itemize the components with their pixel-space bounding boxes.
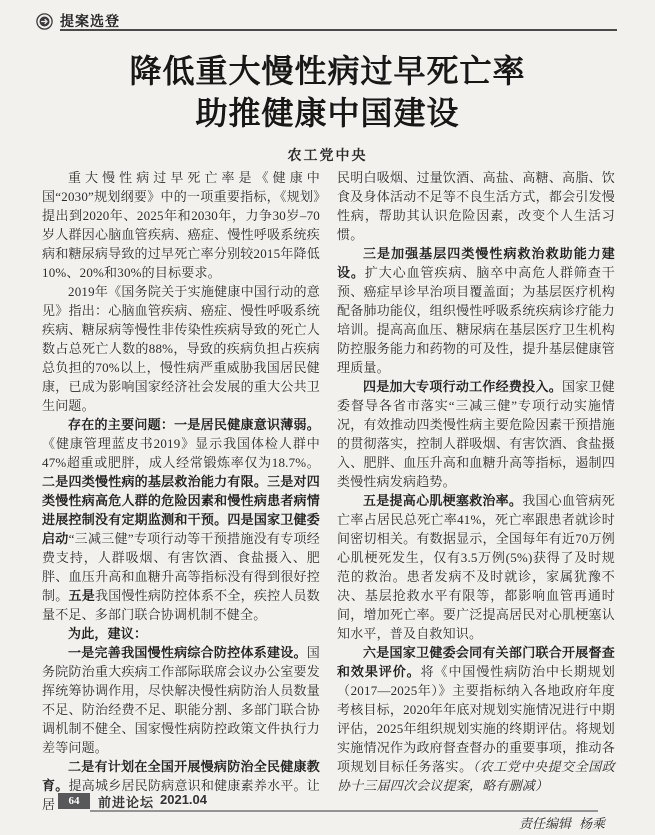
text-run: 重大慢性病过早死亡率是《健康中国“2030”规划纲要》中的一项重要指标，《规划》提出到2020年、2025年和2030年，力争30岁–70岁人群因心脑血管疾病、癌症、慢性呼吸系统疾病和糖尿病导致的过早死亡率分别较2015年降低10%、20%和30%的目标要求。 (42, 170, 320, 280)
page-number-badge: 64 (58, 793, 90, 809)
text-run: （农工党中央提交全国政协十三届四次会议提案，略有删减） (337, 759, 615, 793)
paragraph (42, 168, 320, 282)
text-run: 我国心血管病死亡率占居民总死亡率41%，死亡率跟患者就诊时间密切相关。有数据显示，全国每年有近70万例心肌梗死发生，仅有3.5万例(5%)获得了及时规范的救治。患者发病不及时就诊，家属犹豫不决、基层抢救水平有限等，都影响血管再通时间，增加死亡率。要广泛提高居民对心肌梗塞认知水平，普及自救知识。 (337, 493, 615, 641)
text-run: 2019年《国务院关于实施健康中国行动的意见》指出：心脑血管疾病、癌症、慢性呼吸系统疾病、糖尿病等慢性非传染性疾病导致的死亡人数占总死亡人数的88%，导致的疾病负担占疾病总负担的70%以上，慢性病严重威胁我国居民健康，已成为影响国家经济社会发展的重大公共卫生问题。 (42, 284, 320, 413)
text-run: 六是国家卫健委会同有关部门联合开展督查和效果评价。 (337, 645, 615, 679)
paragraph (42, 415, 320, 624)
section-label: 提案选登 (60, 13, 120, 29)
text-run: 一是完善我国慢性病综合防控体系建设。 (68, 645, 307, 660)
author-byline: 农工党中央 (287, 147, 368, 163)
section-kicker (36, 11, 120, 31)
text-run: 扩大心血管疾病、脑卒中高危人群筛查干预、癌症早诊早治项目覆盖面；为基层医疗机构配备肺功能仪，组织慢性呼吸系统疾病诊疗能力培训。提高高血压、糖尿病在基层医疗卫生机构防控服务能力和药物的可及性，提升基层健康管理质量。 (337, 265, 615, 375)
text-run: 为此，建议： (68, 626, 148, 641)
article-column-right (337, 168, 615, 833)
text-run: 五是 (68, 588, 95, 603)
header-rule (60, 29, 617, 31)
paragraph (337, 643, 615, 795)
text-run: 四是加大专项行动工作经费投入。 (363, 379, 562, 394)
paragraph (42, 643, 320, 757)
paragraph (337, 244, 615, 377)
article-column-left (42, 168, 320, 833)
editor-label: 责任编辑 (518, 816, 571, 831)
text-run: 二是四类慢性病的基层救治能力有限。三是对四类慢性病高危人群的危险因素和慢性病患者病情进展控制没有定期监测和干预。四是国家卫健委启动 (42, 474, 320, 546)
text-run: 《健康管理蓝皮书2019》显示我国体检人群中47%超重或肥胖，成人经常锻炼率仅为18.7%。 (42, 436, 320, 470)
text-run: 五是提高心肌梗塞救治率。 (363, 493, 523, 508)
footer-rule (90, 810, 598, 812)
article-body (42, 168, 614, 833)
text-run: 存在的主要问题：一是居民健康意识薄弱。 (68, 417, 320, 432)
text-run: 我国慢性病防控体系不全，疾控人员数量不足、多部门联合协调机制不健全。 (42, 588, 320, 622)
text-run: 国务院防治重大疾病工作部际联席会议办公室要发挥统筹协调作用，尽快解决慢性病防治人员数量不足、防治经费不足、职能分割、多部门联合协调机制不健全、国家慢性病防控政策文件执行力差等问题。 (42, 645, 320, 755)
text-run: 三是加强基层四类慢性病救治救助能力建设。 (337, 246, 615, 280)
issue-number: 2021.04 (160, 792, 207, 807)
journal-name: 前进论坛 (98, 795, 155, 810)
editor-credit (337, 814, 615, 833)
text-run: “三减三健”专项行动等干预措施没有专项经费支持，人群吸烟、有害饮酒、食盐摄入、肥胖、血压升高和血糖升高等指标没有得到很好控制。 (42, 531, 321, 603)
text-run: 提高城乡居民防病意识和健康素养水平。让居 (42, 778, 320, 812)
circled-arrow-icon (36, 13, 53, 30)
editor-name: 杨乘 (578, 816, 605, 831)
title-line-2: 助推健康中国建设 (195, 95, 460, 131)
paragraph (337, 491, 615, 643)
page-footer (0, 790, 655, 816)
title-line-1: 降低重大慢性病过早死亡率 (129, 53, 526, 89)
text-run: 二是有计划在全国开展慢病防治全民健康教育。 (42, 759, 320, 793)
paragraph (42, 624, 320, 643)
text-run: 国家卫健委督导各省市落实“三减三健”专项行动实施情况，有效推动四类慢性病主要危险因素干预措施的贯彻落实，控制人群吸烟、有害饮酒、食盐摄入、肥胖、血压升高和血糖升高等指标，遏制四类慢性病发病趋势。 (337, 379, 615, 489)
paragraph (337, 377, 615, 491)
text-run: 民明白吸烟、过量饮酒、高盐、高糖、高脂、饮食及身体活动不足等不良生活方式，都会引发慢性病，帮助其认识危险因素，改变个人生活习惯。 (337, 170, 615, 242)
text-run: 将《中国慢性病防治中长期规划（2017—2025年）》主要指标纳入各地政府年度考核目标，2020年年底对规划实施情况进行中期评估，2025年组织规划实施的终期评估。将规划实施情况作为政府督查督办的重要事项，推动各项规划目标任务落实。 (337, 664, 615, 774)
paragraph (337, 168, 615, 244)
paragraph (42, 282, 320, 415)
article-title (0, 50, 655, 165)
